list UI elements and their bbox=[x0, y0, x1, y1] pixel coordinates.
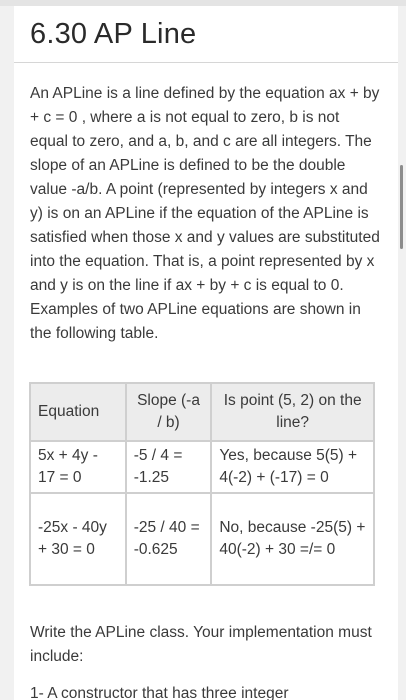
header-slope: Slope (-a / b) bbox=[126, 383, 212, 441]
page-title: 6.30 AP Line bbox=[30, 18, 197, 50]
instruction-paragraph: Write the APLine class. Your implementation must include: bbox=[30, 624, 372, 665]
header-point-on-line: Is point (5, 2) on the line? bbox=[211, 383, 374, 441]
cell-point-on-line: Yes, because 5(5) + 4(-2) + (-17) = 0 bbox=[211, 441, 374, 493]
content-card bbox=[14, 6, 398, 700]
cell-equation: -25x - 40y + 30 = 0 bbox=[30, 493, 126, 585]
intro-paragraph: An APLine is a line defined by the equation ax + by + c = 0 , where a is not equal to zero, b is not equal to zero, and a, b, and c are all integers. The slope of an APLine is defined to be the double value -a/b. A point (represented by integers x and y) is on an APLine if the equation of the APLine is satisfied when those x and y values are substituted into the equation. That is, a point represented by x and y is on the line if ax + by + c is equal to 0. Examples of two APLine equations are shown in the following table. bbox=[30, 85, 380, 342]
header-equation: Equation bbox=[30, 383, 126, 441]
table-row bbox=[30, 493, 374, 585]
apline-examples-table bbox=[29, 382, 375, 586]
requirement-item: 1- A constructor that has three integer bbox=[30, 685, 289, 700]
cell-point-on-line: No, because -25(5) + 40(-2) + 30 =/= 0 bbox=[211, 493, 374, 585]
table-row bbox=[30, 441, 374, 493]
cell-slope: -25 / 40 = -0.625 bbox=[126, 493, 212, 585]
title-divider bbox=[14, 62, 398, 63]
table-header-row bbox=[30, 383, 374, 441]
cell-equation: 5x + 4y - 17 = 0 bbox=[30, 441, 126, 493]
cell-slope: -5 / 4 = -1.25 bbox=[126, 441, 212, 493]
scrollbar-thumb[interactable] bbox=[400, 165, 403, 249]
